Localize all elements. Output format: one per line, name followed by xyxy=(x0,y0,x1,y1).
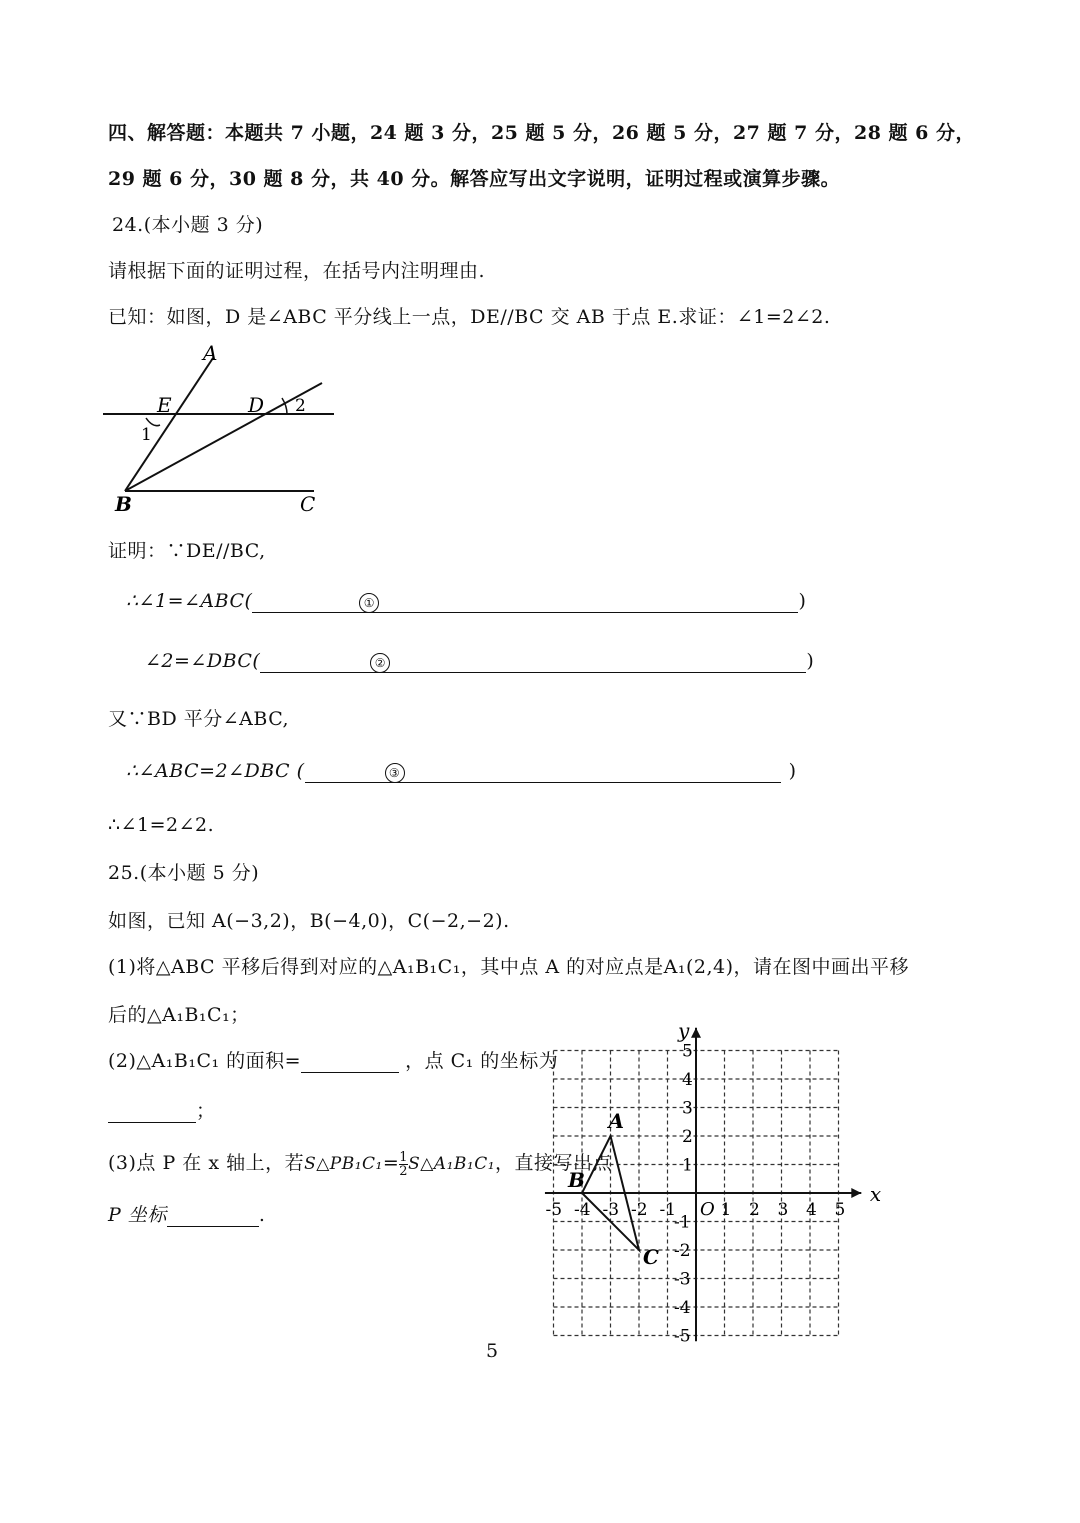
y-tick-label: -3 xyxy=(674,1269,691,1290)
x-tick-label: -3 xyxy=(602,1200,620,1220)
step1-close-paren: ) xyxy=(798,590,807,612)
x-tick-label: 5 xyxy=(834,1200,846,1220)
c1-coord-answer-blank[interactable] xyxy=(108,1100,196,1123)
x-tick-label: -4 xyxy=(574,1200,591,1220)
step3-marker: ③ xyxy=(385,763,405,783)
y-tick-label: -4 xyxy=(674,1298,691,1318)
q24-geometry-figure xyxy=(90,335,360,520)
q24-instruction: 请根据下面的证明过程，在括号内注明理由. xyxy=(108,260,486,282)
label-C: C xyxy=(300,492,316,516)
y-tick-label: -5 xyxy=(674,1326,691,1347)
q25-heading: 25.(本小题 5 分) xyxy=(108,862,260,884)
equals-sign: = xyxy=(382,1152,400,1174)
point-label-A: A xyxy=(608,1109,625,1133)
y-tick-label: 1 xyxy=(682,1155,693,1176)
part3-text: (3)点 P 在 x 轴上，若 xyxy=(108,1152,305,1174)
area-pb1c1: S△PB₁C₁ xyxy=(304,1154,383,1174)
y-axis-arrow xyxy=(691,1028,701,1038)
part2-coord-text: ，点 C₁ 的坐标为 xyxy=(405,1050,559,1072)
proof-step2 xyxy=(145,650,814,673)
proof-given2: 又∵BD 平分∠ABC, xyxy=(108,708,290,730)
step3-close-paren: ) xyxy=(788,760,797,782)
y-tick-label: 4 xyxy=(682,1070,693,1090)
x-tick-label: -5 xyxy=(545,1200,563,1220)
step2-marker: ② xyxy=(370,653,390,673)
y-tick-label: 2 xyxy=(682,1127,693,1147)
part3-end: . xyxy=(258,1204,266,1226)
part2-area-text: (2)△A₁B₁C₁ 的面积= xyxy=(108,1050,302,1072)
y-tick-label: -2 xyxy=(674,1241,691,1261)
proof-start: 证明：∵DE//BC, xyxy=(108,540,266,562)
page-number: 5 xyxy=(486,1340,499,1362)
area-a1b1c1: S△A₁B₁C₁ xyxy=(408,1154,496,1174)
section-heading-line1: 四、解答题：本题共 7 小题，24 题 3 分，25 题 5 分，26 题 5 分，27 题 7 分，28 题 6 分， xyxy=(108,122,975,144)
step1-answer-blank[interactable] xyxy=(252,590,798,613)
x-tick-label: 1 xyxy=(720,1200,732,1220)
angle-2-label: 2 xyxy=(295,396,306,416)
p-coord-label: P 坐标 xyxy=(108,1204,167,1226)
q25-part3-line1 xyxy=(108,1148,612,1178)
q25-given: 如图，已知 A(−3,2)，B(−4,0)，C(−2,−2). xyxy=(108,910,510,932)
x-axis-label: x xyxy=(869,1182,882,1206)
fraction-one-half xyxy=(399,1151,408,1178)
part3-text-end: ，直接写出点 xyxy=(495,1152,613,1174)
y-tick-label: 5 xyxy=(682,1041,693,1062)
step2-close-paren: ) xyxy=(806,650,815,672)
part2-end: ； xyxy=(196,1100,216,1122)
p-coord-answer-blank[interactable] xyxy=(167,1204,259,1227)
label-B: B xyxy=(115,492,132,516)
point-label-C: C xyxy=(643,1245,659,1269)
q24-heading: 24.(本小题 3 分) xyxy=(112,214,264,236)
q25-part2-line2 xyxy=(108,1096,216,1123)
section-heading-line2: 29 题 6 分，30 题 8 分，共 40 分。解答应写出文字说明，证明过程或演算步骤。 xyxy=(108,168,841,190)
fraction-denominator: 2 xyxy=(399,1163,409,1179)
y-tick-label: -1 xyxy=(674,1212,691,1233)
x-tick-label: -2 xyxy=(631,1200,648,1220)
origin-label: O xyxy=(700,1199,715,1220)
q25-part2-line1 xyxy=(108,1046,558,1073)
step2-text: ∠2=∠DBC( xyxy=(145,650,261,672)
fraction-numerator: 1 xyxy=(399,1149,409,1165)
coordinate-grid xyxy=(545,1005,882,1347)
step1-marker: ① xyxy=(359,593,379,613)
label-A: A xyxy=(203,341,218,365)
q25-part1-line1: (1)将△ABC 平移后得到对应的△A₁B₁C₁，其中点 A 的对应点是A₁(2,4)，请在图中画出平移 xyxy=(108,956,910,978)
angle-1-label: 1 xyxy=(141,425,152,445)
proof-step1 xyxy=(126,590,806,613)
step3-answer-blank[interactable] xyxy=(305,760,781,783)
q25-part1-line2: 后的△A₁B₁C₁； xyxy=(108,1004,250,1026)
q24-given: 已知：如图，D 是∠ABC 平分线上一点，DE//BC 交 AB 于点 E.求证：∠1=2∠2. xyxy=(108,306,831,328)
step1-text: ∴∠1=∠ABC( xyxy=(126,590,253,612)
point-label-B: B xyxy=(568,1168,585,1192)
q25-part3-line2 xyxy=(108,1200,265,1227)
y-tick-label: 3 xyxy=(682,1098,693,1119)
x-axis-arrow xyxy=(851,1188,861,1198)
step2-answer-blank[interactable] xyxy=(260,650,806,673)
x-tick-label: 2 xyxy=(749,1200,760,1220)
area-answer-blank[interactable] xyxy=(301,1050,399,1073)
step3-text: ∴∠ABC=2∠DBC ( xyxy=(126,760,305,782)
label-D: D xyxy=(248,393,265,417)
x-tick-label: 3 xyxy=(777,1200,789,1220)
x-tick-label: -1 xyxy=(659,1200,677,1220)
y-axis-label: y xyxy=(678,1018,690,1043)
proof-step3 xyxy=(126,760,796,783)
proof-conclusion: ∴∠1=2∠2. xyxy=(108,814,215,836)
label-E: E xyxy=(157,393,172,417)
x-tick-label: 4 xyxy=(806,1200,817,1220)
